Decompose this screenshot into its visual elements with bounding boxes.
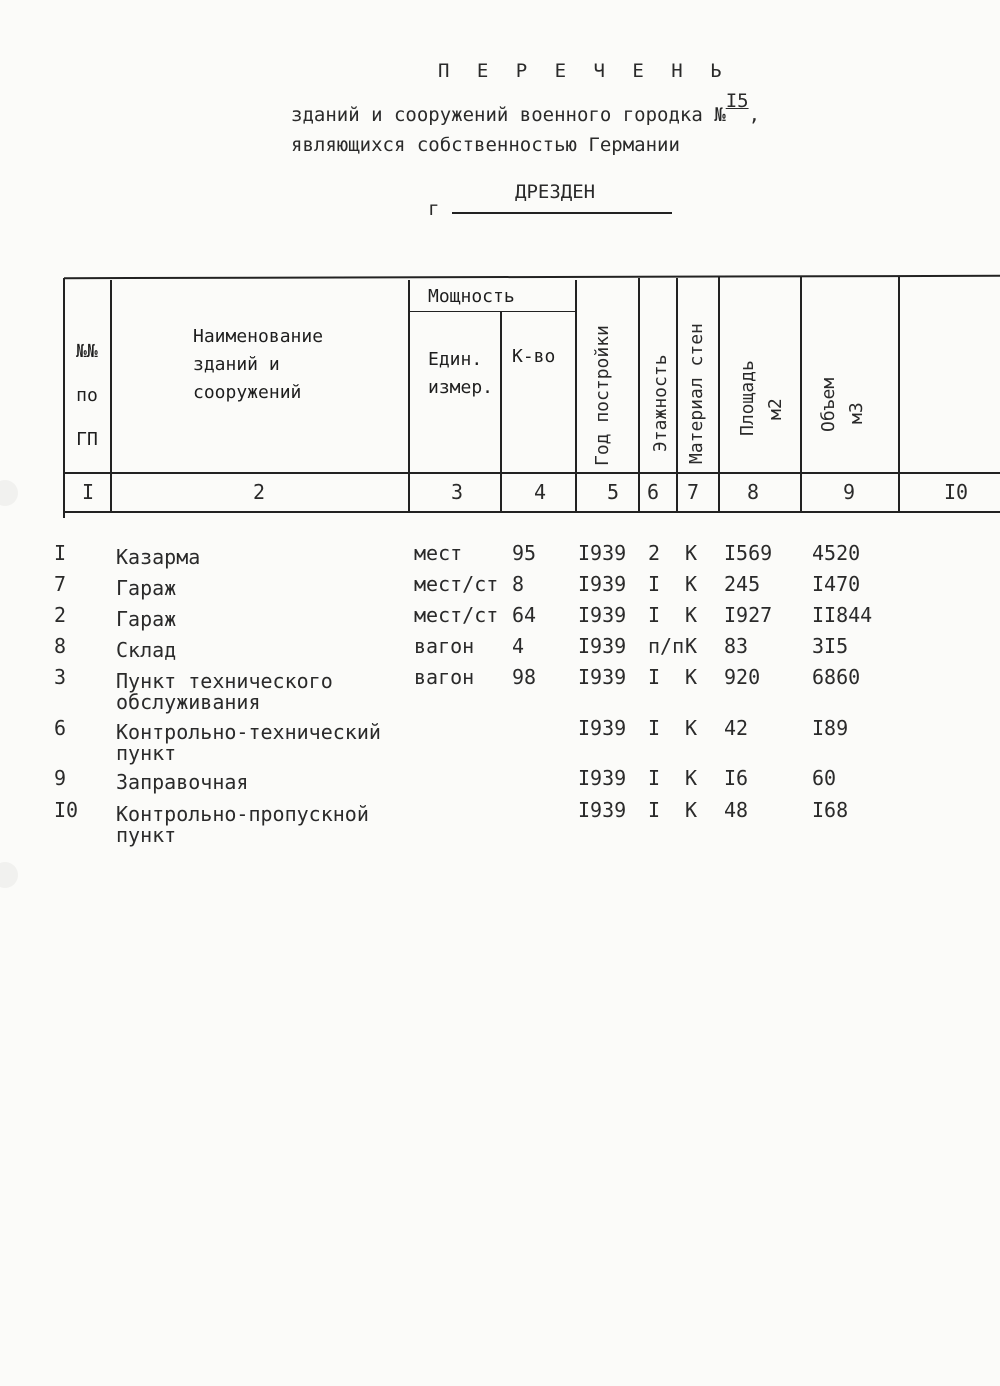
cell-no: 3: [54, 665, 67, 689]
header-floors: Этажность: [650, 354, 671, 452]
col-border: [718, 276, 720, 513]
header-volume: [815, 378, 871, 432]
cell-floors: I: [648, 665, 661, 689]
title-line-1-end: ,: [748, 104, 761, 126]
cell-unit: мест: [414, 541, 463, 565]
cell-year: I939: [578, 798, 627, 822]
cell-year: I939: [578, 665, 627, 689]
cell-name-line: Гараж: [116, 576, 177, 600]
cell-name: [116, 804, 369, 846]
col-number: 2: [253, 480, 266, 504]
city-name: ДРЕЗДЕН: [515, 181, 596, 203]
cell-no: 9: [54, 766, 67, 790]
cell-no: 7: [54, 572, 67, 596]
col-border: [676, 278, 678, 513]
header-name-line: зданий и: [193, 354, 280, 375]
title-line-2: являющихся собственностью Германии: [291, 134, 680, 156]
table-header-divider: [64, 472, 1000, 474]
header-name-line: Наименование: [193, 326, 324, 347]
header-area-line: Площадь: [737, 360, 758, 436]
cell-wall: К: [685, 541, 698, 565]
col-number: 5: [607, 480, 620, 504]
col-number: 4: [534, 480, 547, 504]
cell-name: [116, 671, 333, 713]
col-border: [898, 276, 900, 513]
cell-area: I6: [724, 766, 749, 790]
cell-wall: К: [685, 572, 698, 596]
cell-no: I0: [54, 798, 79, 822]
capacity-divider: [410, 311, 576, 312]
cell-year: I939: [578, 766, 627, 790]
title-line-1-text: зданий и сооружений военного городка №: [291, 104, 726, 126]
cell-no: 6: [54, 716, 67, 740]
header-name-line: сооружений: [193, 382, 302, 403]
cell-volume: 60: [812, 766, 837, 790]
document-title: П Е Р Е Ч Е Н Ь: [438, 60, 730, 82]
cell-floors: I: [648, 716, 661, 740]
cell-wall: К: [685, 766, 698, 790]
cell-qty: 4: [512, 634, 525, 658]
cell-name-line: Склад: [116, 638, 177, 662]
cell-name-line: обслуживания: [116, 690, 261, 714]
punch-hole: [0, 480, 18, 506]
cell-volume: 3I5: [812, 634, 849, 658]
col-border: [638, 278, 640, 513]
cell-name-line: Пункт технического: [116, 669, 333, 693]
col-number: 6: [647, 480, 660, 504]
cell-year: I939: [578, 572, 627, 596]
cell-wall: К: [685, 603, 698, 627]
col-border: [575, 280, 577, 513]
cell-name: [116, 640, 176, 661]
cell-year: I939: [578, 603, 627, 627]
cell-volume: 4520: [812, 541, 861, 565]
cell-name-line: Заправочная: [116, 770, 249, 794]
city-prefix: г: [428, 198, 440, 220]
col-border: [110, 280, 112, 513]
garrison-number: I5: [725, 90, 749, 112]
header-name: [193, 323, 323, 407]
cell-area: I569: [724, 541, 773, 565]
col-border: [500, 312, 502, 513]
cell-floors: I: [648, 766, 661, 790]
cell-volume: I89: [812, 716, 849, 740]
cell-no: 8: [54, 634, 67, 658]
cell-volume: I470: [812, 572, 861, 596]
header-qty: К-во: [512, 346, 556, 367]
header-volume-line: Объем: [818, 377, 839, 432]
cell-name-line: пункт: [116, 823, 177, 847]
table-top-border: [64, 275, 1000, 279]
cell-unit: вагон: [414, 634, 475, 658]
col-number: I0: [944, 480, 969, 504]
cell-qty: 95: [512, 541, 537, 565]
header-capacity: Мощность: [428, 286, 515, 307]
cell-floors: I: [648, 572, 661, 596]
col-border: [63, 278, 65, 518]
table-bottom-border: [64, 511, 1000, 513]
col-number: 8: [747, 480, 760, 504]
cell-name: [116, 578, 176, 599]
cell-name-line: Контрольно-технический: [116, 720, 381, 744]
cell-area: I927: [724, 603, 773, 627]
cell-qty: 98: [512, 665, 537, 689]
cell-unit: мест/ст: [414, 572, 499, 596]
col-border: [408, 280, 410, 513]
cell-name: [116, 609, 176, 630]
col-border: [800, 276, 802, 513]
col-number: 3: [451, 480, 464, 504]
cell-year: I939: [578, 634, 627, 658]
cell-floors: 2: [648, 541, 661, 565]
cell-area: 48: [724, 798, 749, 822]
header-unit: [428, 346, 493, 402]
cell-area: 245: [724, 572, 761, 596]
cell-name-line: Гараж: [116, 607, 177, 631]
cell-name-line: пункт: [116, 741, 177, 765]
punch-hole: [0, 862, 18, 888]
cell-unit: вагон: [414, 665, 475, 689]
cell-no: I: [54, 541, 67, 565]
cell-area: 83: [724, 634, 749, 658]
cell-unit: мест/ст: [414, 603, 499, 627]
col-number: I: [82, 480, 95, 504]
cell-wall: К: [685, 634, 698, 658]
cell-name: [116, 722, 381, 764]
cell-qty: 64: [512, 603, 537, 627]
header-volume-line: м3: [846, 402, 867, 424]
header-unit-line: Един.: [428, 349, 483, 370]
cell-area: 920: [724, 665, 761, 689]
cell-floors: п/п: [648, 634, 685, 658]
cell-name: [116, 547, 200, 568]
cell-area: 42: [724, 716, 749, 740]
cell-volume: I68: [812, 798, 849, 822]
cell-wall: К: [685, 716, 698, 740]
cell-floors: I: [648, 798, 661, 822]
cell-qty: 8: [512, 572, 525, 596]
col-number: 9: [843, 480, 856, 504]
cell-no: 2: [54, 603, 67, 627]
header-number: [68, 330, 106, 462]
city-underline: [452, 212, 672, 214]
header-year: Год постройки: [592, 325, 613, 466]
cell-wall: К: [685, 665, 698, 689]
title-line-1: [291, 90, 761, 126]
header-area: [734, 360, 790, 436]
header-wall: Материал стен: [686, 323, 707, 464]
cell-name: [116, 772, 248, 793]
cell-wall: К: [685, 798, 698, 822]
header-number-line: по: [76, 385, 98, 406]
header-number-line: №№: [76, 341, 98, 362]
cell-year: I939: [578, 541, 627, 565]
cell-name-line: Казарма: [116, 545, 201, 569]
header-unit-line: измер.: [428, 377, 494, 398]
header-number-line: ГП: [76, 429, 98, 450]
cell-volume: II844: [812, 603, 873, 627]
cell-name-line: Контрольно-пропускной: [116, 802, 369, 826]
cell-year: I939: [578, 716, 627, 740]
cell-volume: 6860: [812, 665, 861, 689]
cell-floors: I: [648, 603, 661, 627]
header-area-line: м2: [765, 398, 786, 420]
col-number: 7: [687, 480, 700, 504]
